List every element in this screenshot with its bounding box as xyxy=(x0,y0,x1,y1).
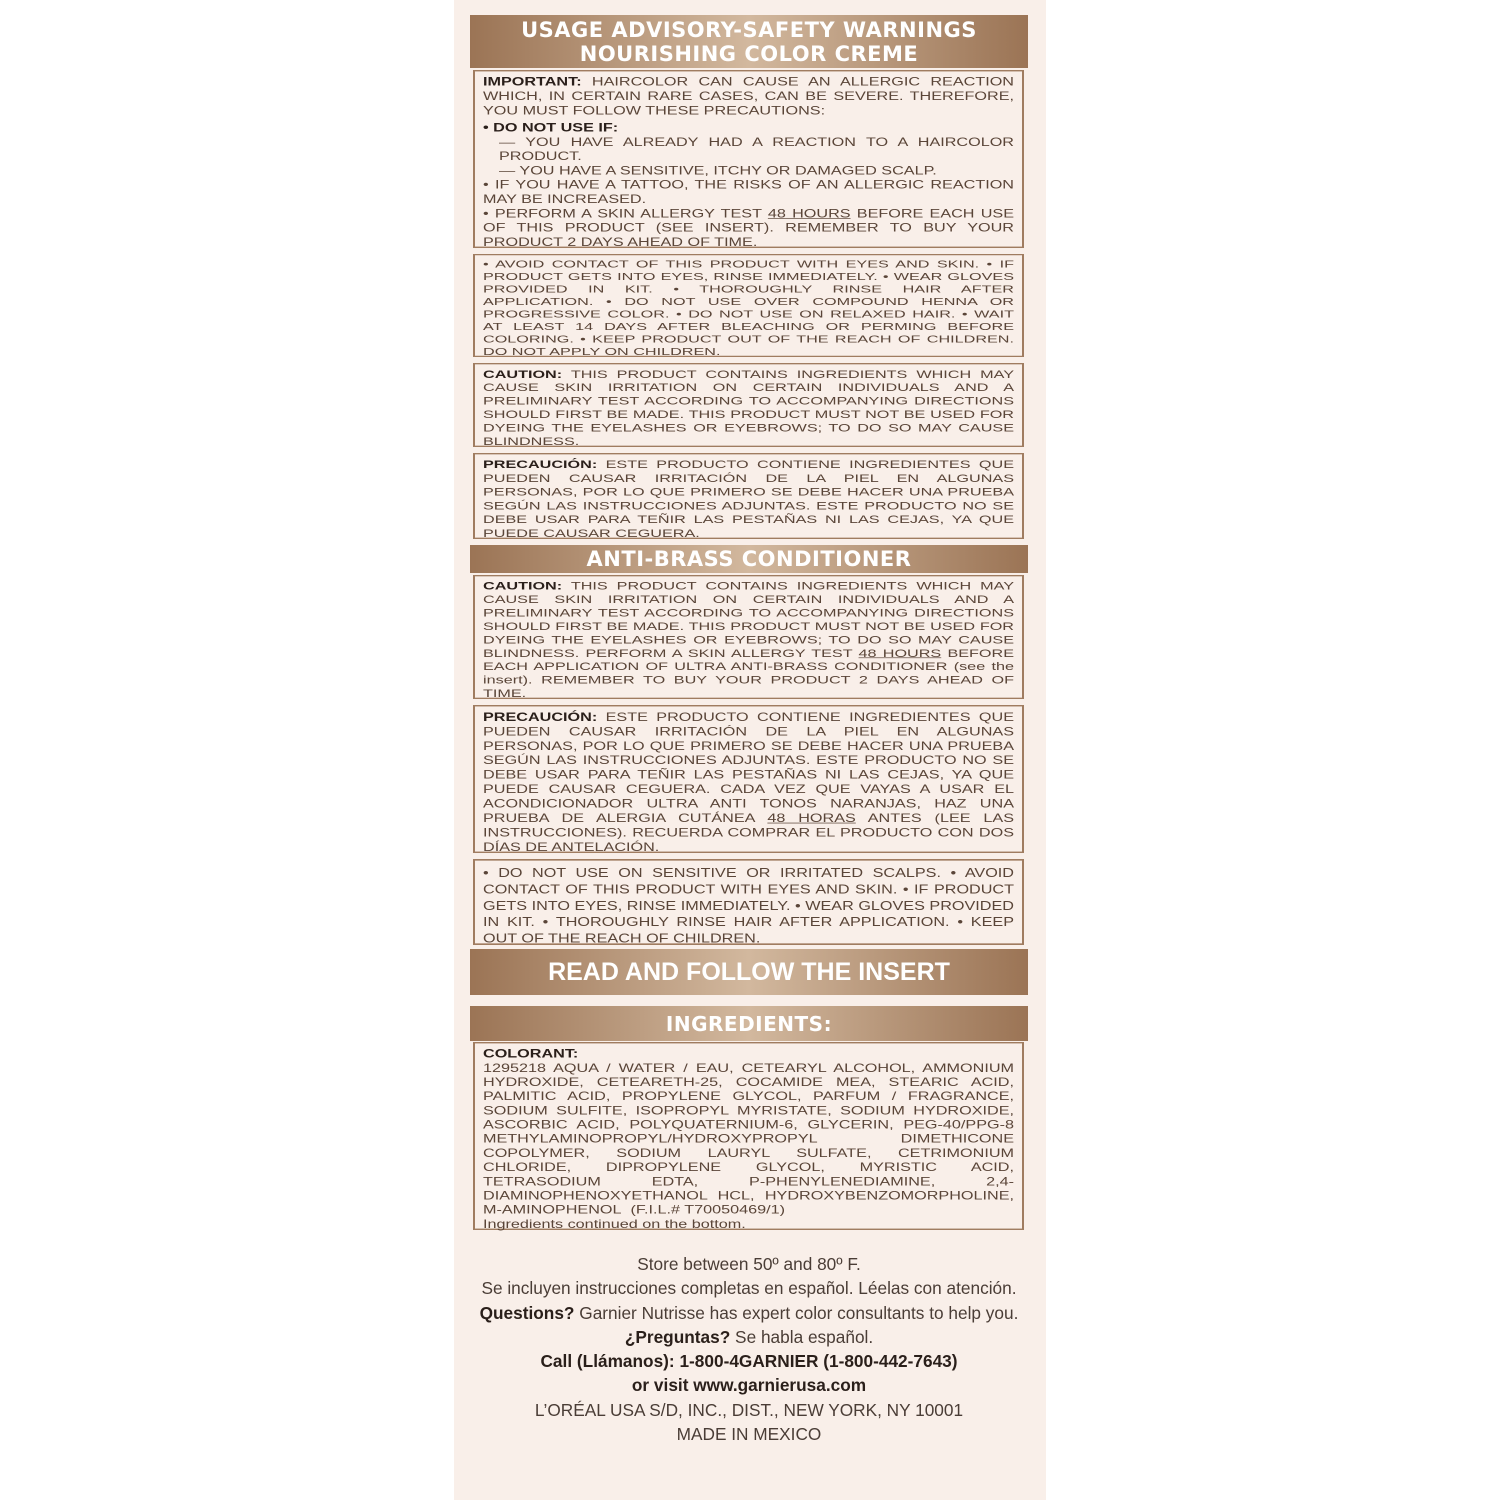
precaucion-label: PRECAUCIÓN: xyxy=(483,458,598,471)
warnings-subtitle: NOURISHING COLOR CREME xyxy=(579,41,919,66)
cond-precaucion-label: PRECAUCIÓN: xyxy=(483,710,598,724)
ingredients-continued: Ingredients continued on the bottom. xyxy=(483,1217,746,1231)
cond-precaucion-text: ESTE PRODUCTO CONTIENE INGREDIENTES QUE PUEDEN CAUSAR IRRITACIÓN DE LA PIEL EN ALGUNAS PERSONAS, POR LO QUE PRIMERO SE DEBE HACER UNA PRUEBA SEGÚN LAS INSTRUCCIONES ADJUNTAS. ESTE PRODUCTO NO SE DEBE USAR PARA TEÑIR LAS PESTAÑAS NI LAS CEJAS, YA QUE PUEDE CAUSAR CEGUERA. CADA VEZ QUE VAYAS A USAR EL ACONDICIONADOR ULTRA ANTI TONOS NARANJAS, HAZ UNA PRUEBA DE ALERGIA CUTÁNEA xyxy=(483,710,1014,825)
insert-banner-text: READ AND FOLLOW THE INSERT xyxy=(548,957,950,986)
caution-box xyxy=(473,363,1024,447)
caution-text: THIS PRODUCT CONTAINS INGREDIENTS WHICH MAY CAUSE SKIN IRRITATION ON CERTAIN INDIVIDUALS AND A PRELIMINARY TEST ACCORDING TO ACCOMPANYING DIRECTIONS SHOULD FIRST BE MADE. THIS PRODUCT MUST NOT BE USED FOR DYEING THE EYELASHES OR EYEBROWS; TO DO SO MAY CAUSE BLINDNESS. xyxy=(483,368,1014,448)
do-not-use-label: • DO NOT USE IF: xyxy=(483,121,619,135)
cond-caution-box xyxy=(473,575,1024,699)
cond-precaucion-text-2: ANTES (LEE LAS INSTRUCCIONES). RECUERDA COMPRAR EL PRODUCTO CON DOS DÍAS DE ANTELACIÓN. xyxy=(483,811,1014,854)
ingredients-list: 1295218 AQUA / WATER / EAU, CETEARYL ALCOHOL, AMMONIUM HYDROXIDE, CETEARETH-25, COCAMIDE MEA, STEARIC ACID, PALMITIC ACID, PROPYLENE GLYCOL, PARFUM / FRAGRANCE, SODIUM SULFITE, ISOPROPYL MYRISTATE, SODIUM HYDROXIDE, ASCORBIC ACID, POLYQUATERNIUM-6, GLYCERIN, PEG-40/PPG-8 METHYLAMINOPROPYL/HYDROXYPROPYL DIMETHICONE COPOLYMER, SODIUM LAURYL SULFATE, CETRIMONIUM CHLORIDE, DIPROPYLENE GLYCOL, MYRISTIC ACID, TETRASODIUM EDTA, P-PHENYLENEDIAMINE, 2,4-DIAMINOPHENOXYETHANOL HCL, HYDROXYBENZOMORPHOLINE, M-AMINOPHENOL xyxy=(483,1061,1014,1217)
preguntas-text: Se habla español. xyxy=(735,1326,874,1347)
visit-line: or visit www.garnierusa.com xyxy=(631,1375,867,1396)
skin-test-text: • PERFORM A SKIN ALLERGY TEST xyxy=(483,207,762,221)
conditioner-title: ANTI-BRASS CONDITIONER xyxy=(586,547,912,571)
footer xyxy=(470,1252,1028,1446)
important-label: IMPORTANT: xyxy=(483,75,582,89)
call-line: Call (Llámanos): 1-800-4GARNIER (1-800-442-7643) xyxy=(540,1351,958,1372)
distributor: L’ORÉAL USA S/D, INC., DIST., NEW YORK, NY 10001 xyxy=(534,1399,964,1420)
questions-text: Garnier Nutrisse has expert color consultants to help you. xyxy=(579,1302,1019,1323)
avoid-text: • AVOID CONTACT OF THIS PRODUCT WITH EYES AND SKIN. • IF PRODUCT GETS INTO EYES, RINSE IMMEDIATELY. • WEAR GLOVES PROVIDED IN KIT. • THOROUGHLY RINSE HAIR AFTER APPLICATION. • DO NOT USE OVER COMPOUND HENNA OR PROGRESSIVE COLOR. • DO NOT USE ON RELAXED HAIR. • WAIT AT LEAST 14 DAYS AFTER BLEACHING OR PERMING BEFORE COLORING. • KEEP PRODUCT OUT OF THE REACH OF CHILDREN. DO NOT APPLY ON CHILDREN. xyxy=(483,258,1014,358)
cond-caution-text-2: BEFORE EACH APPLICATION OF ULTRA ANTI-BRASS CONDITIONER xyxy=(483,647,1015,673)
warnings-title: USAGE ADVISORY-SAFETY WARNINGS xyxy=(521,17,977,42)
ingredients-header xyxy=(470,1006,1028,1041)
fil-number: (F.I.L.# T70050469/1) xyxy=(630,1203,785,1217)
important-text: HAIRCOLOR CAN CAUSE AN ALLERGIC REACTION WHICH, IN CERTAIN RARE CASES, CAN BE SEVERE. THEREFORE, YOU MUST FOLLOW THESE PRECAUTIONS: xyxy=(483,75,1014,118)
questions-label: Questions? xyxy=(479,1302,575,1323)
do-not-use-item: — YOU HAVE A SENSITIVE, ITCHY OR DAMAGED SCALP. xyxy=(499,164,937,178)
cond-precaucion-hours: 48 HORAS xyxy=(767,811,856,825)
cond-avoid-box xyxy=(473,859,1024,945)
precaucion-text: ESTE PRODUCTO CONTIENE INGREDIENTES QUE PUEDEN CAUSAR IRRITACIÓN DE LA PIEL EN ALGUNAS PERSONAS, POR LO QUE PRIMERO SE DEBE HACER UNA PRUEBA SEGÚN LAS INSTRUCCIONES ADJUNTAS. ESTE PRODUCTO NO SE DEBE USAR PARA TEÑIR LAS PESTAÑAS NI LAS CEJAS, YA QUE PUEDE CAUSAR CEGUERA. xyxy=(483,458,1014,540)
cond-precaucion-box xyxy=(473,705,1024,853)
skin-test-text-2: BEFORE EACH USE OF THIS PRODUCT (SEE INSERT). REMEMBER TO BUY YOUR PRODUCT 2 DAYS AHEAD OF TIME. xyxy=(483,207,1014,249)
skin-test-hours: 48 HOURS xyxy=(767,207,851,221)
origin: MADE IN MEXICO xyxy=(676,1424,822,1445)
precaucion-box xyxy=(473,453,1024,539)
caution-label: CAUTION: xyxy=(483,368,563,381)
do-not-use-item: — YOU HAVE ALREADY HAD A REACTION TO A HAIRCOLOR PRODUCT. xyxy=(499,135,1014,163)
cond-caution-hours: 48 HOURS xyxy=(858,647,942,660)
colorant-label: COLORANT: xyxy=(483,1047,579,1061)
important-box xyxy=(473,70,1024,248)
cond-caution-text: THIS PRODUCT CONTAINS INGREDIENTS WHICH MAY CAUSE SKIN IRRITATION ON CERTAIN INDIVIDUALS AND A PRELIMINARY TEST ACCORDING TO ACCOMPANYING DIRECTIONS SHOULD FIRST BE MADE. THIS PRODUCT MUST NOT BE USED FOR DYEING THE EYELASHES OR EYEBROWS; TO DO SO MAY CAUSE BLINDNESS. PERFORM A SKIN ALLERGY TEST xyxy=(483,580,1014,660)
preguntas-label: ¿Preguntas? xyxy=(624,1326,731,1347)
cond-caution-label: CAUTION: xyxy=(483,580,563,593)
avoid-box xyxy=(473,254,1024,357)
ingredients-title: INGREDIENTS: xyxy=(665,1011,833,1036)
ingredients-box xyxy=(473,1042,1024,1230)
cond-avoid-text: • DO NOT USE ON SENSITIVE OR IRRITATED SCALPS. • AVOID CONTACT OF THIS PRODUCT WITH EYES AND SKIN. • IF PRODUCT GETS INTO EYES, RINSE IMMEDIATELY. • WEAR GLOVES PROVIDED IN KIT. • THOROUGHLY RINSE HAIR AFTER APPLICATION. • KEEP OUT OF THE REACH OF CHILDREN. xyxy=(483,865,1014,946)
cond-caution-text-3: REMEMBER TO BUY YOUR PRODUCT 2 DAYS AHEAD OF TIME. xyxy=(483,674,1015,700)
insert-banner xyxy=(470,949,1028,995)
tattoo-warning: • IF YOU HAVE A TATTOO, THE RISKS OF AN ALLERGIC REACTION MAY BE INCREASED. xyxy=(483,178,1014,206)
spanish-instructions: Se incluyen instrucciones completas en español. Léelas con atención. xyxy=(481,1278,1017,1299)
conditioner-header xyxy=(470,545,1028,573)
store-temp: Store between 50º and 80º F. xyxy=(637,1254,861,1274)
cond-insert-note: (see the insert). xyxy=(483,660,1014,687)
warnings-header xyxy=(470,15,1028,68)
